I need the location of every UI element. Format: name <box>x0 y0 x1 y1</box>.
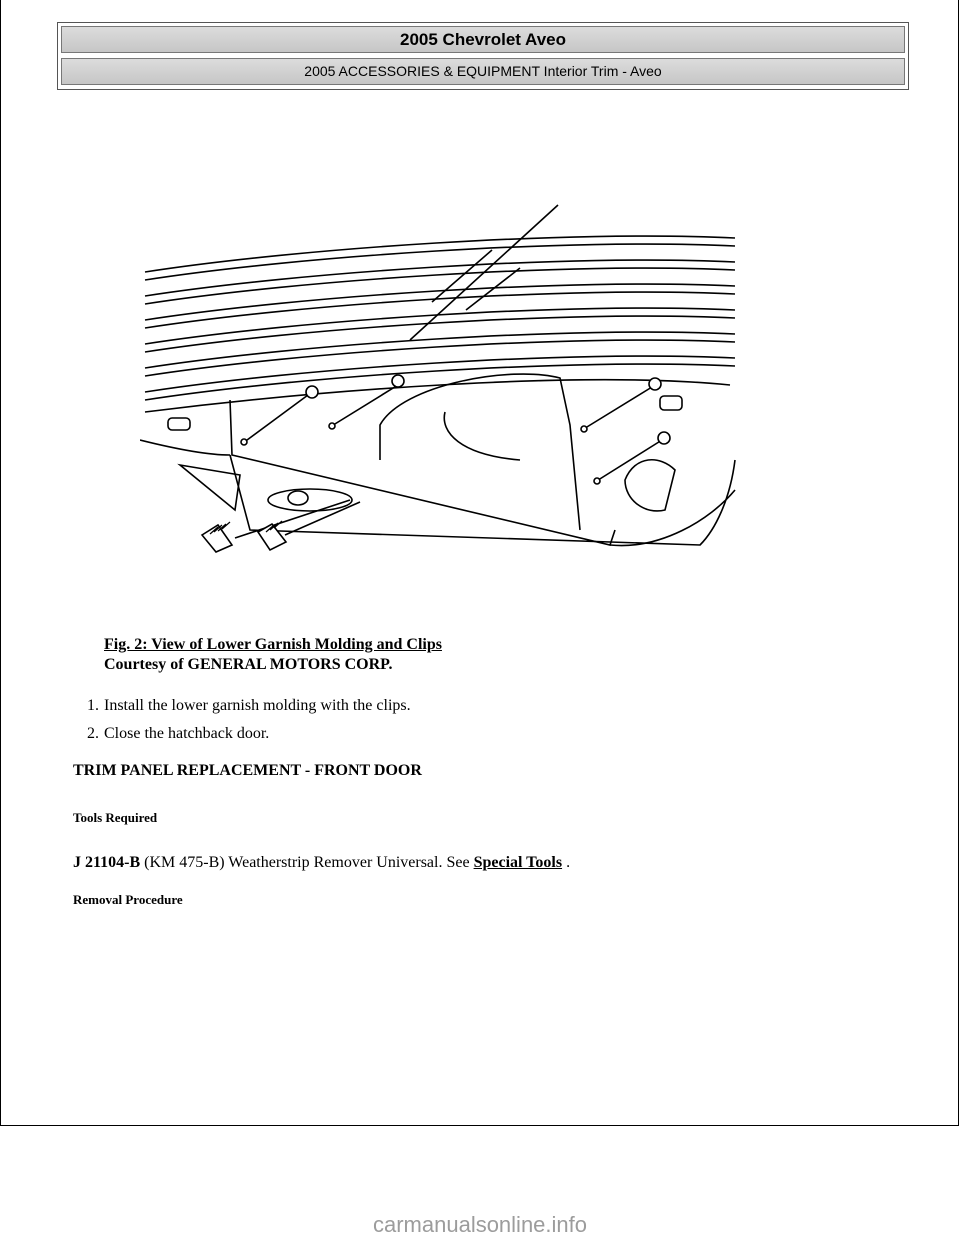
install-steps <box>73 697 411 753</box>
garnish-molding-illustration <box>140 200 740 570</box>
step-text: Install the lower garnish molding with the clips. <box>104 697 411 714</box>
tool-paragraph <box>73 854 570 872</box>
step-text: Close the hatchback door. <box>104 725 270 742</box>
step-number: 1. <box>87 697 99 714</box>
list-item <box>73 697 411 725</box>
tool-description: (KM 475-B) Weatherstrip Remover Universal. See <box>140 854 474 871</box>
list-item <box>73 725 411 753</box>
figure-caption <box>104 635 442 675</box>
figure-title-link[interactable]: Fig. 2: View of Lower Garnish Molding and Clips <box>104 636 442 653</box>
section-heading: TRIM PANEL REPLACEMENT - FRONT DOOR <box>73 762 422 779</box>
glass-lines <box>145 236 735 400</box>
special-tools-link[interactable]: Special Tools <box>473 854 563 871</box>
removal-procedure-heading: Removal Procedure <box>73 892 183 907</box>
header-subtitle: 2005 ACCESSORIES & EQUIPMENT Interior Trim - Aveo <box>61 58 905 85</box>
step-number: 2. <box>87 725 99 742</box>
figure-courtesy: Courtesy of GENERAL MOTORS CORP. <box>104 656 393 673</box>
document-header <box>57 22 909 90</box>
tools-required-heading: Tools Required <box>73 810 158 825</box>
header-title: 2005 Chevrolet Aveo <box>61 26 905 53</box>
tool-end: . <box>562 854 571 871</box>
tool-code: J 21104-B <box>73 854 141 871</box>
watermark: carmanualsonline.info <box>372 1212 588 1237</box>
